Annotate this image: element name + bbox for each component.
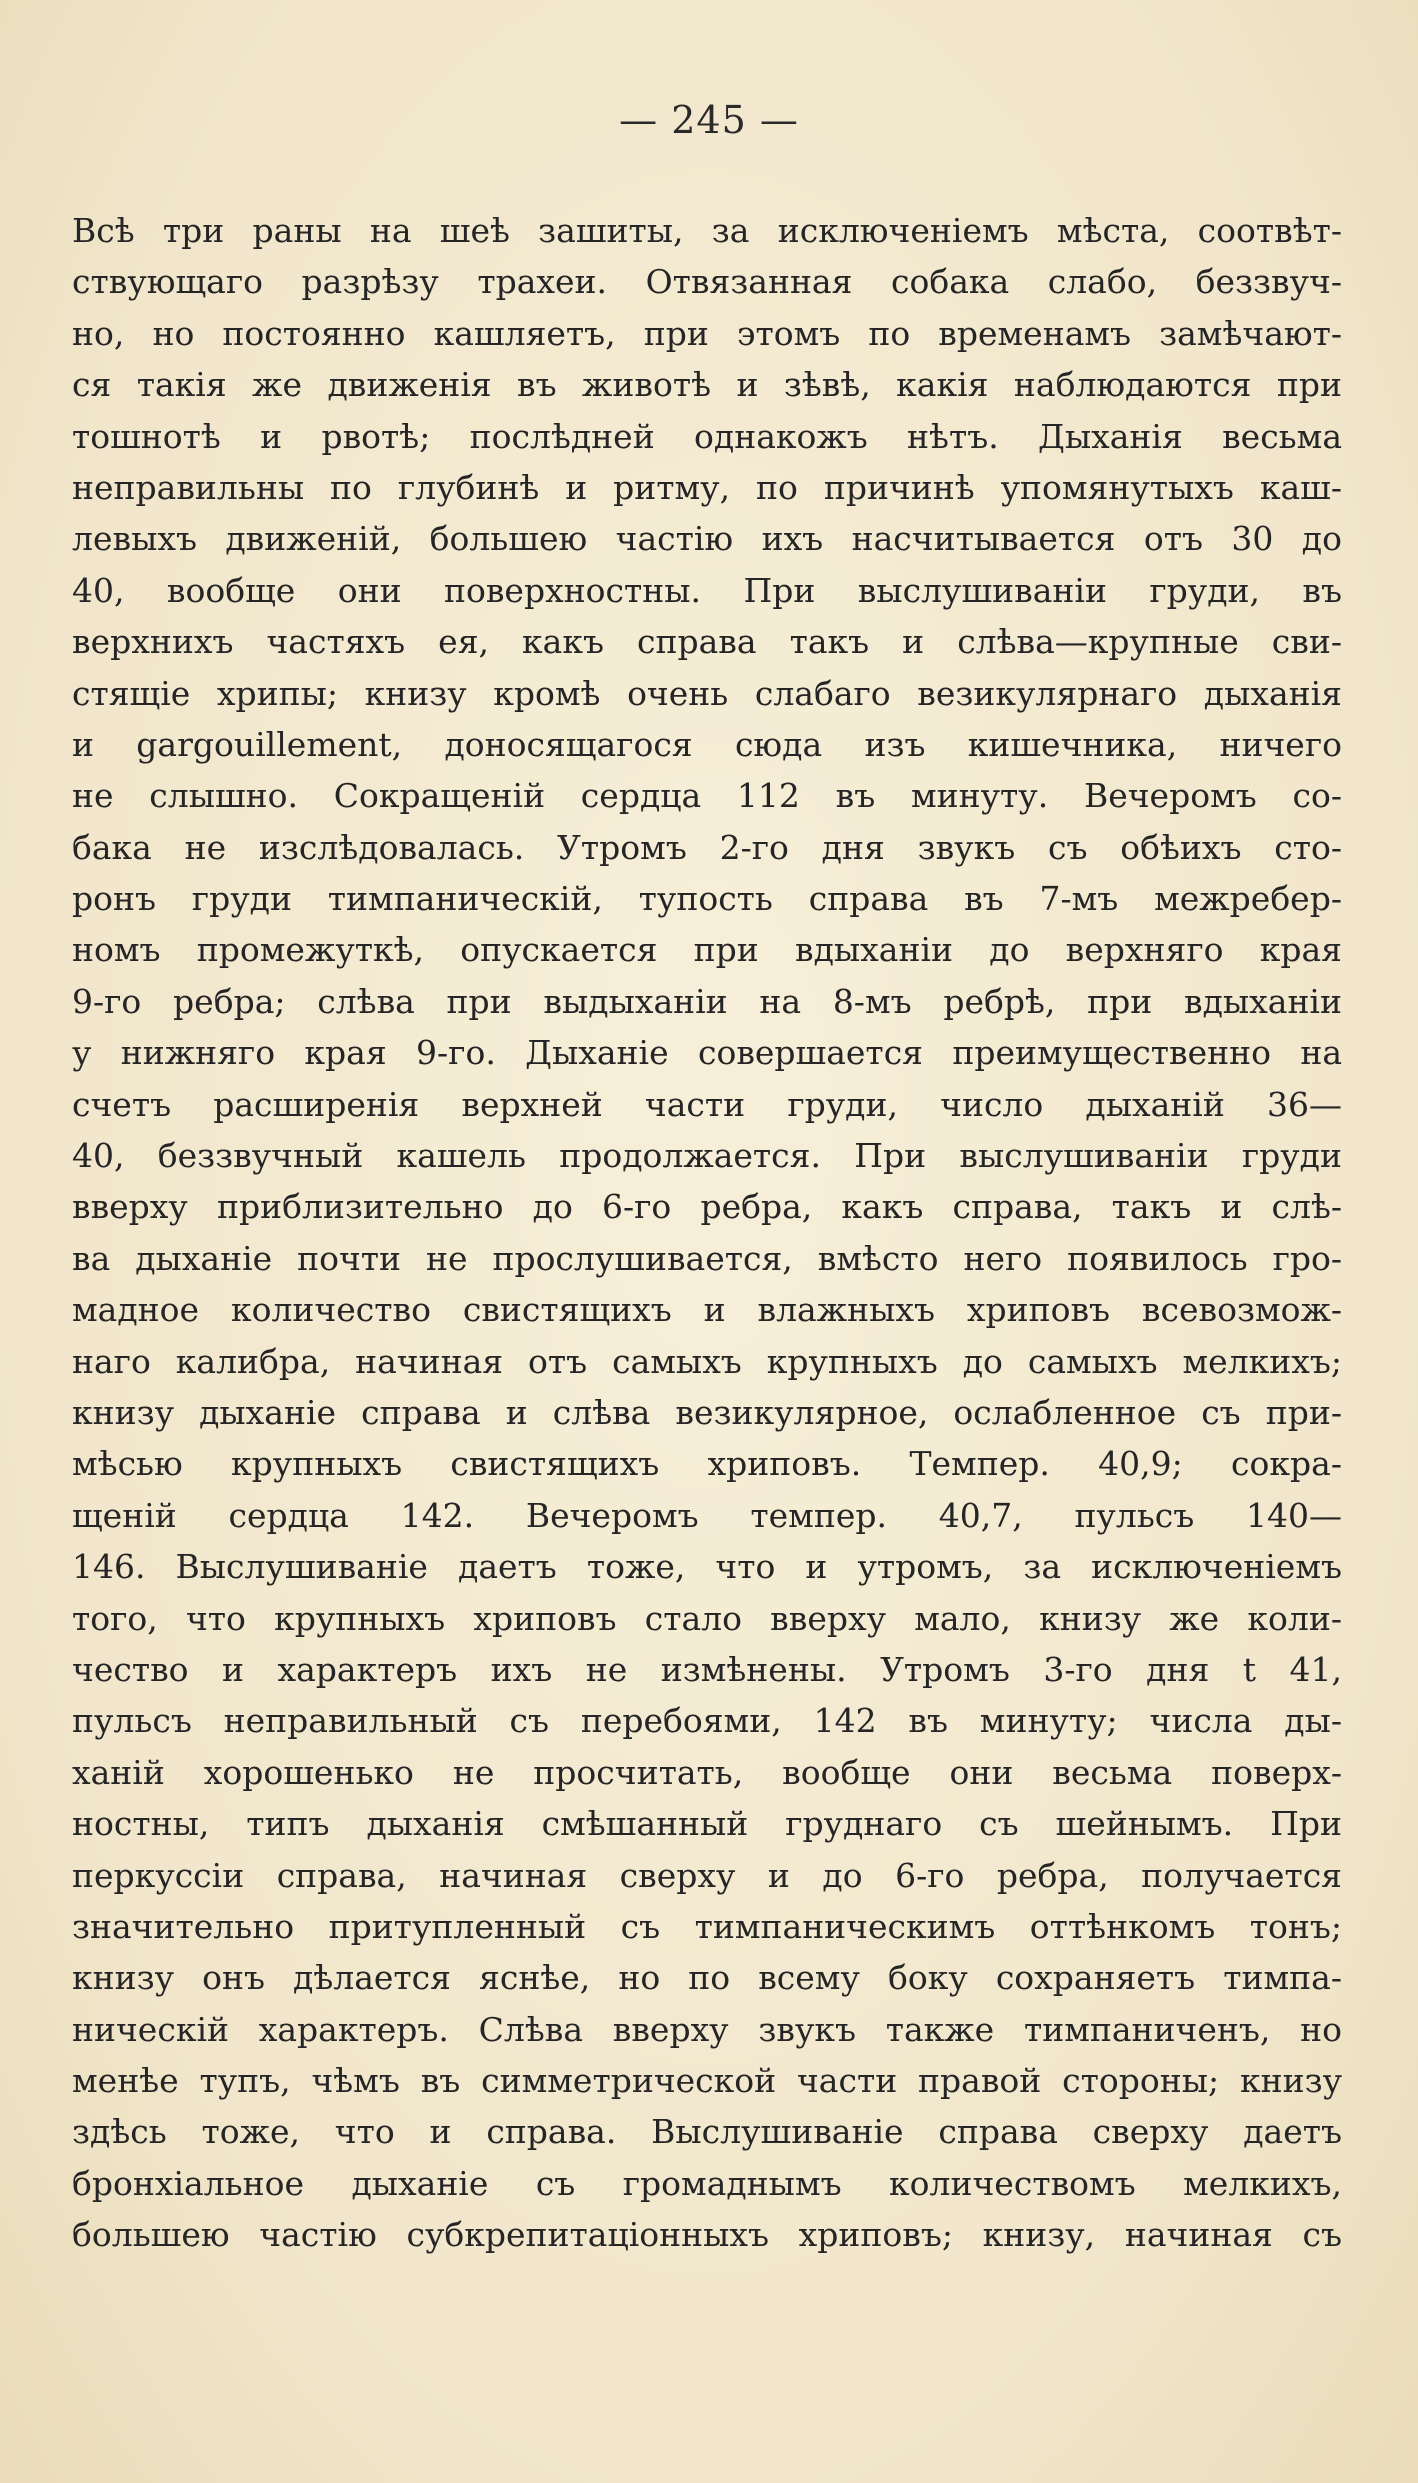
- text-line: ва дыханіе почти не прослушивается, вмѣсто него появилось гро-: [72, 1238, 1342, 1278]
- text-line: счетъ расширенія верхней части груди, число дыханій 36—: [72, 1084, 1342, 1124]
- text-line: ся такія же движенія въ животѣ и зѣвѣ, какія наблюдаются при: [72, 365, 1342, 405]
- text-line: наго калибра, начиная отъ самыхъ крупныхъ до самыхъ мелкихъ;: [72, 1341, 1342, 1381]
- text-line: здѣсь тоже, что и справа. Выслушиваніе справа сверху даетъ: [72, 2112, 1342, 2152]
- text-line: ническій характеръ. Слѣва вверху звукъ также тимпаниченъ, но: [72, 2009, 1342, 2049]
- text-line: чество и характеръ ихъ не измѣнены. Утромъ 3-го дня t 41,: [72, 1649, 1342, 1689]
- text-line: менѣе тупъ, чѣмъ въ симметрической части правой стороны; книзу: [72, 2061, 1342, 2101]
- text-line: значительно притупленный съ тимпаническимъ оттѣнкомъ тонъ;: [72, 1906, 1342, 1946]
- text-line: ствующаго разрѣзу трахеи. Отвязанная собака слабо, беззвуч-: [72, 262, 1342, 302]
- text-line: большею частію субкрепитаціонныхъ хриповъ; книзу, начиная съ: [72, 2215, 1342, 2255]
- text-line: 40, вообще они поверхностны. При выслушиваніи груди, въ: [72, 570, 1342, 610]
- text-line: вверху приблизительно до 6-го ребра, какъ справа, такъ и слѣ-: [72, 1187, 1342, 1227]
- text-line: неправильны по глубинѣ и ритму, по причинѣ упомянутыхъ каш-: [72, 467, 1342, 507]
- text-line: перкуссіи справа, начиная сверху и до 6-го ребра, получается: [72, 1855, 1342, 1895]
- text-line: пульсъ неправильный съ перебоями, 142 въ минуту; числа ды-: [72, 1701, 1342, 1741]
- text-line: 40, беззвучный кашель продолжается. При выслушиваніи груди: [72, 1136, 1342, 1176]
- page-number: — 245 —: [619, 98, 799, 142]
- body-text: [72, 205, 1342, 2261]
- text-line: номъ промежуткѣ, опускается при вдыханіи до верхняго края: [72, 930, 1342, 970]
- text-line: тошнотѣ и рвотѣ; послѣдней однакожъ нѣтъ. Дыханія весьма: [72, 416, 1342, 456]
- text-line: 146. Выслушиваніе даетъ тоже, что и утромъ, за исключеніемъ: [72, 1547, 1342, 1587]
- text-line: ностны, типъ дыханія смѣшанный груднаго съ шейнымъ. При: [72, 1804, 1342, 1844]
- text-line: ронъ груди тимпаническій, тупость справа въ 7-мъ межребер-: [72, 879, 1342, 919]
- text-line: верхнихъ частяхъ ея, какъ справа такъ и слѣва—крупные сви-: [72, 622, 1342, 662]
- text-line: того, что крупныхъ хриповъ стало вверху мало, книзу же коли-: [72, 1598, 1342, 1638]
- text-line: но, но постоянно кашляетъ, при этомъ по временамъ замѣчают-: [72, 313, 1342, 353]
- text-line: мѣсью крупныхъ свистящихъ хриповъ. Темпер. 40,9; сокра-: [72, 1444, 1342, 1484]
- text-line: стящіе хрипы; книзу кромѣ очень слабаго везикулярнаго дыханія: [72, 673, 1342, 713]
- text-line: бака не изслѣдовалась. Утромъ 2-го дня звукъ съ обѣихъ сто-: [72, 827, 1342, 867]
- text-line: щеній сердца 142. Вечеромъ темпер. 40,7, пульсъ 140—: [72, 1495, 1342, 1535]
- text-line: книзу дыханіе справа и слѣва везикулярное, ослабленное съ при-: [72, 1392, 1342, 1432]
- text-line: у нижняго края 9-го. Дыханіе совершается преимущественно на: [72, 1033, 1342, 1073]
- text-line: бронхіальное дыханіе съ громаднымъ количествомъ мелкихъ,: [72, 2163, 1342, 2203]
- text-line: ханій хорошенько не просчитать, вообще они весьма поверх-: [72, 1752, 1342, 1792]
- text-line: не слышно. Сокращеній сердца 112 въ минуту. Вечеромъ со-: [72, 776, 1342, 816]
- text-line: левыхъ движеній, большею частію ихъ насчитывается отъ 30 до: [72, 519, 1342, 559]
- text-line: и gargouillement, доносящагося сюда изъ кишечника, ничего: [72, 724, 1342, 764]
- text-line: Всѣ три раны на шеѣ зашиты, за исключеніемъ мѣста, соотвѣт-: [72, 211, 1342, 250]
- text-line: 9-го ребра; слѣва при выдыханіи на 8-мъ ребрѣ, при вдыханіи: [72, 981, 1342, 1021]
- text-line: книзу онъ дѣлается яснѣе, но по всему боку сохраняетъ тимпа-: [72, 1958, 1342, 1998]
- text-line: мадное количество свистящихъ и влажныхъ хриповъ всевозмож-: [72, 1290, 1342, 1330]
